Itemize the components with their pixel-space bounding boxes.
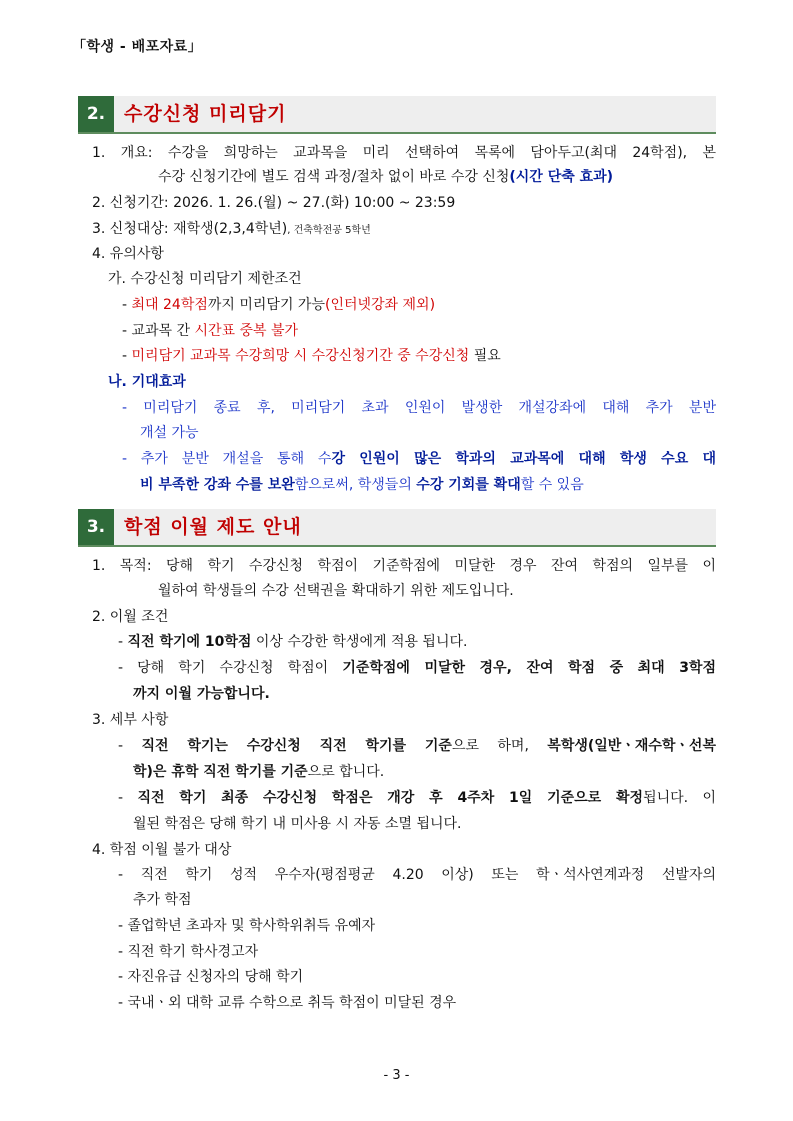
s2-na2-l2d: 할 수 있음 xyxy=(520,477,584,493)
s2-item4: 4. 유의사항 xyxy=(92,246,164,262)
s3-i3a-l2-bold: 학)은 휴학 직전 학기를 기준 xyxy=(133,764,308,780)
section-2-number: 2. xyxy=(78,96,114,132)
s3-i3a-dash: - xyxy=(118,738,142,754)
s2-na2-a: - 추가 분반 개설을 통해 수 xyxy=(122,451,332,467)
s2-na2-l2c: 수강 기회를 확대 xyxy=(416,477,521,493)
s3-item3a-line2 xyxy=(133,762,384,782)
s3-item3a-line1 xyxy=(118,736,716,756)
s2-na2-b: 강 인원이 많은 학과의 교과목에 대해 학생 수요 대 xyxy=(331,451,716,467)
section-2-title: 수강신청 미리담기 xyxy=(124,103,287,125)
s3-item4a-line1: - 직전 학기 성적 우수자(평점평균 4.20 이상) 또는 학ㆍ석사연계과정 선발자의 xyxy=(118,867,716,883)
s2-ga2-pre: - 교과목 간 xyxy=(122,323,195,339)
s3-item2b-line1 xyxy=(118,658,716,678)
section-3-title: 학점 이월 제도 안내 xyxy=(124,516,302,538)
section-2-header xyxy=(78,96,716,134)
s3-item3b-line1 xyxy=(118,788,716,808)
s2-item1-line1: 1. 개요: 수강을 희망하는 교과목을 미리 선택하여 목록에 담아두고(최대 24학점), 본 xyxy=(92,145,716,161)
s2-na2-l2a: 비 부족한 강좌 수를 보완 xyxy=(140,477,295,493)
s2-item3 xyxy=(92,219,371,241)
s3-item4e: - 국내ㆍ외 대학 교류 수학으로 취득 학점이 미달된 경우 xyxy=(118,995,457,1011)
s2-item1-highlight: (시간 단축 효과) xyxy=(509,169,614,185)
s2-item1-line2 xyxy=(158,167,613,187)
s2-ga-item1 xyxy=(122,295,435,315)
s3-i2a-dash: - xyxy=(118,634,128,650)
s2-item3-small: , 건축학전공 5학년 xyxy=(287,225,371,236)
s2-ga-item2 xyxy=(122,321,298,341)
s3-i2a-rest: 이상 수강한 학생에게 적용 됩니다. xyxy=(251,634,468,650)
s3-item4b: - 졸업학년 초과자 및 학사학위취득 유예자 xyxy=(118,918,376,934)
page-number: - 3 - xyxy=(383,1068,410,1083)
s2-ga2-red: 시간표 중복 불가 xyxy=(194,323,299,339)
s2-na-item2-line1 xyxy=(122,449,716,469)
s3-i3a-l2-rest: 으로 합니다. xyxy=(307,764,385,780)
s2-na-item2-line2 xyxy=(140,475,584,495)
s2-ga-item3 xyxy=(122,346,501,366)
s3-i3a-bold2: 복학생(일반ㆍ재수학ㆍ선복 xyxy=(547,738,716,754)
document-header-label: 「학생 - 배포자료」 xyxy=(72,39,203,55)
s2-item1-text: 수강 신청기간에 별도 검색 과정/절차 없이 바로 수강 신청 xyxy=(158,169,510,185)
s3-i3b-bold: 직전 학기 최종 수강신청 학점은 개강 후 4주차 1일 기준으로 확정 xyxy=(137,790,644,806)
s2-ga-heading: 가. 수강신청 미리담기 제한조건 xyxy=(108,271,302,287)
s3-i3b-dash: - xyxy=(118,790,138,806)
s3-item4: 4. 학점 이월 불가 대상 xyxy=(92,842,232,858)
section-3-header xyxy=(78,509,716,547)
s3-item3b-line2: 월된 학점은 당해 학기 내 미사용 시 자동 소멸 됩니다. xyxy=(133,816,462,832)
s3-i2b-pre: - 당해 학기 수강신청 학점이 xyxy=(118,660,343,676)
s2-ga1-dash: - xyxy=(122,297,132,313)
s3-item2a xyxy=(118,632,467,652)
s2-na-item1-line2: 개설 가능 xyxy=(140,425,199,441)
s2-item2: 2. 신청기간: 2026. 1. 26.(월) ~ 27.(화) 10:00 ~ 23:59 xyxy=(92,195,456,211)
s3-item1-line1: 1. 목적: 당해 학기 수강신청 학점이 기준학점에 미달한 경우 잔여 학점의 일부를 이 xyxy=(92,558,716,574)
s3-item1-line2: 월하여 학생들의 수강 선택권을 확대하기 위한 제도입니다. xyxy=(158,583,514,599)
s3-item4c: - 직전 학기 학사경고자 xyxy=(118,944,259,960)
s3-item2b-line2: 까지 이월 가능합니다. xyxy=(133,686,270,702)
s2-ga3-end: 필요 xyxy=(469,348,501,364)
s3-item3: 3. 세부 사항 xyxy=(92,712,169,728)
s3-i2a-bold: 직전 학기에 10학점 xyxy=(127,634,252,650)
s2-ga1-red2: (인터넷강좌 제외) xyxy=(324,297,436,313)
s2-na2-l2b: 함으로써, 학생들의 xyxy=(294,477,417,493)
s3-item2: 2. 이월 조건 xyxy=(92,609,169,625)
s2-ga3-dash: - xyxy=(122,348,132,364)
s2-ga1-red: 최대 24학점 xyxy=(131,297,208,313)
s2-item3-text: 3. 신청대상: 재학생(2,3,4학년) xyxy=(92,221,288,237)
s3-i3a-bold: 직전 학기는 수강신청 직전 학기를 기준 xyxy=(141,738,452,754)
section-3-number: 3. xyxy=(78,509,114,545)
s2-na-heading: 나. 기대효과 xyxy=(108,374,186,390)
s3-i3b-rest: 됩니다. 이 xyxy=(643,790,716,806)
s3-i2b-bold: 기준학점에 미달한 경우, 잔여 학점 중 최대 3학점 xyxy=(342,660,716,676)
s2-ga1-mid: 까지 미리담기 가능 xyxy=(207,297,325,313)
s3-item4a-line2: 추가 학점 xyxy=(133,892,192,908)
s2-ga3-red: 미리담기 교과목 수강희망 시 수강신청기간 중 수강신청 xyxy=(131,348,470,364)
s3-i3a-mid: 으로 하며, xyxy=(451,738,548,754)
s3-item4d: - 자진유급 신청자의 당해 학기 xyxy=(118,969,304,985)
s2-na-item1-line1: - 미리담기 종료 후, 미리담기 초과 인원이 발생한 개설강좌에 대해 추가 분반 xyxy=(122,400,716,416)
